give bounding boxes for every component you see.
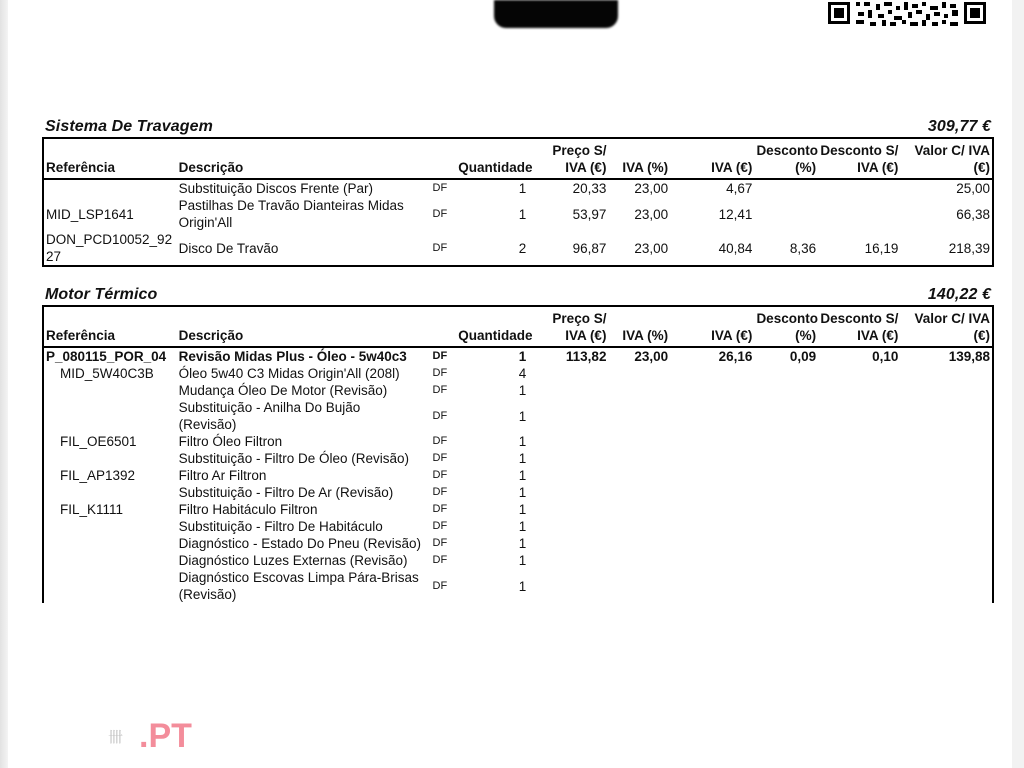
cell-disc-pct: 8,36 <box>789 240 817 256</box>
cell-iva-eur: 12,41 <box>718 206 753 222</box>
cell-price: 96,87 <box>572 240 607 256</box>
cell-type: DF <box>432 241 448 254</box>
col-iva-pct: IVA (%) <box>608 138 670 179</box>
cell-total: 25,00 <box>956 181 990 196</box>
cell-ref: MID_5W40C3B <box>60 366 154 381</box>
cell-ref: P_080115_POR_04 <box>46 349 167 364</box>
cell-disc-pct <box>754 382 818 399</box>
cell-total <box>900 382 993 399</box>
cell-disc-val <box>818 197 900 231</box>
cell-iva-pct <box>608 450 670 467</box>
cell-ref <box>43 535 177 552</box>
page-edge-shadow <box>0 0 8 768</box>
cell-iva-eur: 26,16 <box>718 349 753 364</box>
cell-price: 53,97 <box>572 206 607 222</box>
cell-iva-eur <box>670 535 754 552</box>
cell-iva-eur: 4,67 <box>726 181 753 196</box>
watermark <box>108 718 192 754</box>
col-desconto-sem-iva: Desconto S/ IVA (€) <box>818 138 900 179</box>
cell-ref <box>43 179 177 197</box>
cell-price <box>528 552 608 569</box>
section-title: Sistema De Travagem <box>45 118 213 135</box>
cell-qty: 1 <box>518 468 527 483</box>
table-row <box>43 347 993 365</box>
cell-disc-pct <box>754 399 818 433</box>
section-total: 309,77 € <box>927 118 991 135</box>
cell-disc-val <box>818 535 900 552</box>
cell-desc: Diagnóstico - Estado Do Pneu (Revisão) <box>178 536 422 551</box>
cell-price <box>528 365 608 382</box>
cell-qty: 1 <box>518 383 527 398</box>
cell-price <box>528 382 608 399</box>
cell-type: DF <box>432 350 448 362</box>
cell-disc-pct <box>754 467 818 484</box>
cell-iva-eur <box>670 450 754 467</box>
redacted-header-block <box>494 0 618 28</box>
cell-type: DF <box>432 503 448 515</box>
col-type <box>423 138 456 179</box>
cell-qty: 1 <box>518 206 527 222</box>
cell-ref: DON_PCD10052_9227 <box>46 232 173 264</box>
cell-iva-pct <box>608 569 670 603</box>
cell-price <box>528 450 608 467</box>
table-row <box>43 535 993 552</box>
cell-total <box>900 518 993 535</box>
cell-ref <box>43 552 177 569</box>
col-valor: Valor C/ IVA (€) <box>900 306 993 347</box>
table-row <box>43 365 993 382</box>
cell-qty: 1 <box>518 536 527 551</box>
cell-type: DF <box>432 435 448 447</box>
cell-qty: 1 <box>518 408 527 424</box>
table-row <box>43 433 993 450</box>
cell-ref <box>43 518 177 535</box>
cell-type: DF <box>432 579 448 592</box>
col-desconto-sem-iva: Desconto S/ IVA (€) <box>818 306 900 347</box>
cell-iva-pct: 23,00 <box>634 349 669 364</box>
cell-desc: Substituição - Anilha Do Bujão (Revisão) <box>178 400 361 432</box>
cell-disc-pct: 0,09 <box>789 349 817 364</box>
cell-type: DF <box>432 207 448 220</box>
cell-disc-val <box>818 399 900 433</box>
cell-total: 218,39 <box>948 240 990 256</box>
cell-total <box>900 552 993 569</box>
cell-disc-val <box>818 365 900 382</box>
cell-iva-eur <box>670 433 754 450</box>
cell-price: 20,33 <box>572 181 607 196</box>
cell-disc-val <box>818 382 900 399</box>
cell-desc: Diagnóstico Luzes Externas (Revisão) <box>178 553 408 568</box>
col-desconto-pct: Desconto (%) <box>754 306 818 347</box>
cell-iva-eur: 40,84 <box>718 240 753 256</box>
section-header <box>45 116 991 136</box>
cell-ref <box>43 569 177 603</box>
cell-total <box>900 399 993 433</box>
cell-iva-pct: 23,00 <box>634 240 669 256</box>
cell-total: 139,88 <box>948 349 990 364</box>
cell-iva-pct <box>608 501 670 518</box>
table-row <box>43 569 993 603</box>
table-row <box>43 179 993 197</box>
cell-qty: 1 <box>518 485 527 500</box>
items-table <box>42 305 994 603</box>
cell-qty: 1 <box>518 578 527 594</box>
cell-type: DF <box>432 469 448 481</box>
cell-iva-eur <box>670 552 754 569</box>
cell-ref <box>43 450 177 467</box>
table-row <box>43 467 993 484</box>
watermark-text: .PT <box>139 716 192 755</box>
col-iva-eur: IVA (€) <box>670 306 754 347</box>
cell-disc-pct <box>754 552 818 569</box>
cell-iva-pct <box>608 399 670 433</box>
section-header <box>45 284 991 304</box>
cell-total <box>900 365 993 382</box>
col-valor: Valor C/ IVA (€) <box>900 138 993 179</box>
section-title: Motor Térmico <box>45 286 158 303</box>
cell-iva-eur <box>670 501 754 518</box>
cell-type: DF <box>432 554 448 566</box>
cell-desc: Filtro Óleo Filtron <box>178 434 283 449</box>
cell-price <box>528 484 608 501</box>
cell-iva-pct <box>608 365 670 382</box>
cell-ref <box>43 382 177 399</box>
cell-disc-pct <box>754 365 818 382</box>
cell-disc-val <box>818 484 900 501</box>
cell-ref <box>43 484 177 501</box>
cell-disc-pct <box>754 179 818 197</box>
cell-ref <box>43 399 177 433</box>
cell-price <box>528 535 608 552</box>
cell-desc: Disco De Travão <box>178 240 279 256</box>
col-iva-eur: IVA (€) <box>670 138 754 179</box>
qr-code-icon <box>820 0 992 28</box>
cell-desc: Filtro Ar Filtron <box>178 468 267 483</box>
cell-desc: Diagnóstico Escovas Limpa Pára-Brisas (Revisão) <box>178 570 419 602</box>
cell-desc: Substituição - Filtro De Óleo (Revisão) <box>178 451 409 466</box>
col-descricao: Descrição <box>177 138 424 179</box>
cell-total <box>900 450 993 467</box>
cell-qty: 1 <box>518 502 527 517</box>
cell-disc-val <box>818 179 900 197</box>
cell-type: DF <box>432 537 448 549</box>
cell-disc-pct <box>754 197 818 231</box>
cell-disc-pct <box>754 501 818 518</box>
cell-iva-eur <box>670 365 754 382</box>
cell-disc-val <box>818 552 900 569</box>
cell-type: DF <box>432 452 448 464</box>
cell-disc-pct <box>754 484 818 501</box>
cell-iva-pct <box>608 467 670 484</box>
cell-disc-val <box>818 467 900 484</box>
table-row <box>43 552 993 569</box>
col-quantidade: Quantidade <box>456 306 528 347</box>
cell-ref: FIL_OE6501 <box>60 434 137 449</box>
cell-iva-pct: 23,00 <box>634 181 669 196</box>
col-descricao: Descrição <box>177 306 424 347</box>
cell-price <box>528 518 608 535</box>
col-quantidade: Quantidade <box>456 138 528 179</box>
cell-qty: 1 <box>518 553 527 568</box>
table-row <box>43 484 993 501</box>
cell-desc: Revisão Midas Plus - Óleo - 5w40c3 <box>178 349 407 364</box>
cell-iva-pct: 23,00 <box>634 206 669 222</box>
cell-iva-pct <box>608 518 670 535</box>
cell-price <box>528 569 608 603</box>
cell-type: DF <box>432 384 448 396</box>
cell-iva-eur <box>670 382 754 399</box>
cell-ref: FIL_K1111 <box>60 502 124 517</box>
cell-iva-eur <box>670 399 754 433</box>
cell-desc: Substituição - Filtro De Habitáculo <box>178 519 383 534</box>
cell-qty: 1 <box>518 181 527 196</box>
cell-type: DF <box>432 486 448 498</box>
cell-qty: 4 <box>518 366 527 381</box>
cell-disc-val: 0,10 <box>872 349 899 364</box>
cell-desc: Pastilhas De Travão Dianteiras Midas Origin'All <box>178 198 404 230</box>
cell-desc: Filtro Habitáculo Filtron <box>178 502 318 517</box>
cell-price <box>528 501 608 518</box>
cell-total <box>900 467 993 484</box>
table-row <box>43 399 993 433</box>
cell-desc: Substituição Discos Frente (Par) <box>178 181 373 196</box>
cell-qty: 1 <box>518 519 527 534</box>
cell-iva-pct <box>608 484 670 501</box>
cell-type: DF <box>432 520 448 532</box>
cell-total <box>900 433 993 450</box>
cell-ref: FIL_AP1392 <box>60 468 136 483</box>
cell-disc-pct <box>754 569 818 603</box>
col-desconto-pct: Desconto (%) <box>754 138 818 179</box>
cell-disc-pct <box>754 433 818 450</box>
cell-iva-eur <box>670 518 754 535</box>
cell-qty: 1 <box>518 349 527 364</box>
table-row <box>43 382 993 399</box>
cell-qty: 1 <box>518 451 527 466</box>
watermark-mark: 卌 <box>108 727 124 746</box>
cell-iva-eur <box>670 467 754 484</box>
table-header-row <box>43 306 993 347</box>
cell-disc-pct <box>754 535 818 552</box>
col-iva-pct: IVA (%) <box>608 306 670 347</box>
cell-type: DF <box>432 182 448 194</box>
col-referencia: Referência <box>43 306 177 347</box>
cell-qty: 2 <box>518 240 527 256</box>
cell-ref: MID_LSP1641 <box>46 206 134 222</box>
cell-total <box>900 535 993 552</box>
cell-qty: 1 <box>518 434 527 449</box>
cell-type: DF <box>432 367 448 379</box>
col-preco: Preço S/ IVA (€) <box>528 306 608 347</box>
cell-disc-val <box>818 518 900 535</box>
cell-iva-pct <box>608 382 670 399</box>
col-referencia: Referência <box>43 138 177 179</box>
cell-desc: Substituição - Filtro De Ar (Revisão) <box>178 485 394 500</box>
cell-price <box>528 433 608 450</box>
cell-iva-eur <box>670 569 754 603</box>
cell-total <box>900 501 993 518</box>
cell-disc-val <box>818 569 900 603</box>
cell-type: DF <box>432 409 448 422</box>
section-total: 140,22 € <box>927 286 991 303</box>
cell-price: 113,82 <box>565 349 607 364</box>
table-row <box>43 501 993 518</box>
cell-disc-val <box>818 450 900 467</box>
cell-disc-pct <box>754 518 818 535</box>
table-row <box>43 197 993 231</box>
cell-iva-pct <box>608 535 670 552</box>
cell-disc-pct <box>754 450 818 467</box>
cell-desc: Óleo 5w40 C3 Midas Origin'All (208l) <box>178 366 400 381</box>
col-preco: Preço S/ IVA (€) <box>528 138 608 179</box>
cell-disc-val: 16,19 <box>864 240 899 256</box>
cell-iva-pct <box>608 433 670 450</box>
cell-desc: Mudança Óleo De Motor (Revisão) <box>178 383 388 398</box>
table-header-row <box>43 138 993 179</box>
cell-iva-pct <box>608 552 670 569</box>
table-row <box>43 518 993 535</box>
cell-total: 66,38 <box>956 206 990 222</box>
table-row <box>43 450 993 467</box>
cell-total <box>900 484 993 501</box>
cell-disc-val <box>818 501 900 518</box>
cell-total <box>900 569 993 603</box>
table-row <box>43 231 993 266</box>
cell-price <box>528 467 608 484</box>
col-type <box>423 306 456 347</box>
cell-price <box>528 399 608 433</box>
cell-disc-val <box>818 433 900 450</box>
items-table <box>42 137 994 267</box>
cell-iva-eur <box>670 484 754 501</box>
